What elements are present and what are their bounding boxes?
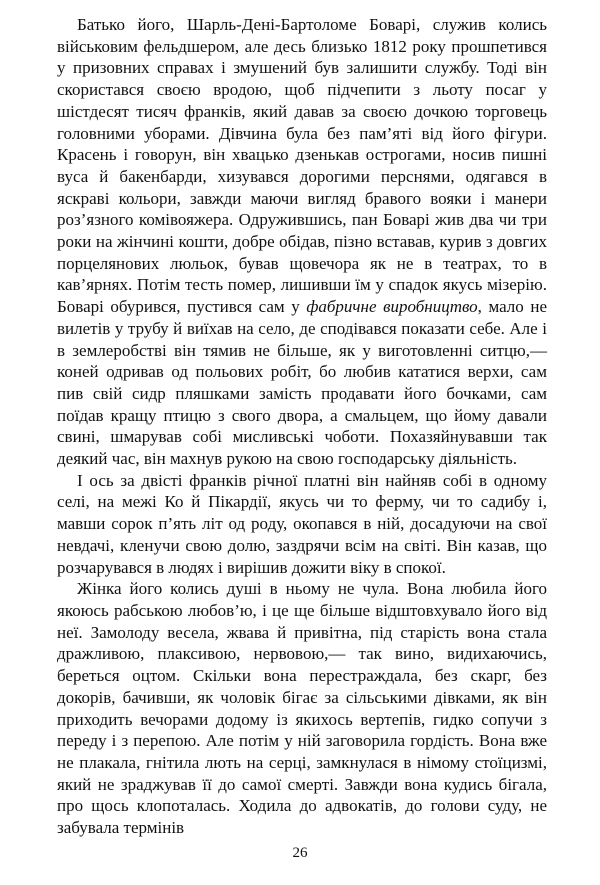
paragraph-1-text-continued: , мало не вилетів у трубу й виїхав на село, де сподівався показати себе. Але і в землеробстві він тямив не більше, як у виготовленні ситцю,— коней одривав од польових робіт, бо любив кататися верхи, сам пив свій сидр пляшками замість продавати його бочками, сам поїдав кращу птицю з свого двора, а смальцем, що йому давали свині, шмарував собі мисливські чоботи. Похазяйнувавши так деякий час, він махнув рукою на свою господарську діяльність.: [57, 297, 547, 469]
page-number: 26: [292, 845, 308, 861]
page-body: [57, 14, 547, 839]
paragraph-3-text: Жінка його колись душі в ньому не чула. Вона любила його якоюсь рабською любов’ю, і це ще більше відштовхувало його від неї. Замолоду весела, жвава й привітна, під старість вона стала дражливою, плаксивою, нервовою,— так вино, видихаючись, береться оцтом. Скільки вона перестраждала, без скарг, без докорів, бачивши, як чоловік бігає за сільськими дівками, як він приходить вечорами додому із якихось вертепів, гидко сопучи з переду і з перепою. Але потім у ній заговорила гордість. Вона вже не плакала, гнітила лють на серці, замкнулася в німому стоїцизмі, який не зраджував її до самої смерті. Завжди вона кудись бігала, про щось клопоталась. Ходила до адвокатів, до голови суду, не забувала термінів: [57, 579, 547, 838]
paragraph-2-text: І ось за двісті франків річної платні він найняв собі в одному селі, на межі Ко й Пікардії, якусь чи то ферму, чи то садибу і, мавши сорок п’ять літ од роду, окопався в ній, досадуючи на свої невдачі, кленучи свою долю, заздрячи всім на світі. Він казав, що розчарувався в людях і вирішив дожити віку в спокої.: [57, 470, 547, 577]
paragraph-2: [57, 470, 547, 579]
paragraph-1-emphasis: фабричне виробництво: [306, 297, 478, 317]
paragraph-3: [57, 578, 547, 838]
paragraph-1: [57, 14, 547, 470]
paragraph-1-text: Батько його, Шарль-Дені-Бартоломе Боварі, служив колись військовим фельдшером, але десь близько 1812 року прошпетився у призовних справах і змушений був залишити службу. Тоді він скористався своєю вродою, щоб підчепити з льоту посаг у шістдесят тисяч франків, який давав за своєю дочкою торговець головними уборами. Дівчина була без пам’яті від його фігури. Красень і говорун, він хвацько дзенькав острогами, носив пишні вуса й бакенбарди, хизувався дорогими перснями, одягався в яскраві кольори, завжди маючи вигляд бравого вояки і манери роз’язного комівояжера. Одружившись, пан Боварі жив два чи три роки на жінчині кошти, добре обідав, пізно вставав, курив з довгих порцелянових люльок, бував щовечора як не в театрах, то в кав’ярнях. Потім тесть помер, лишивши їм у спадок якусь мізерію. Боварі обурився, пустився сам у: [57, 15, 547, 317]
